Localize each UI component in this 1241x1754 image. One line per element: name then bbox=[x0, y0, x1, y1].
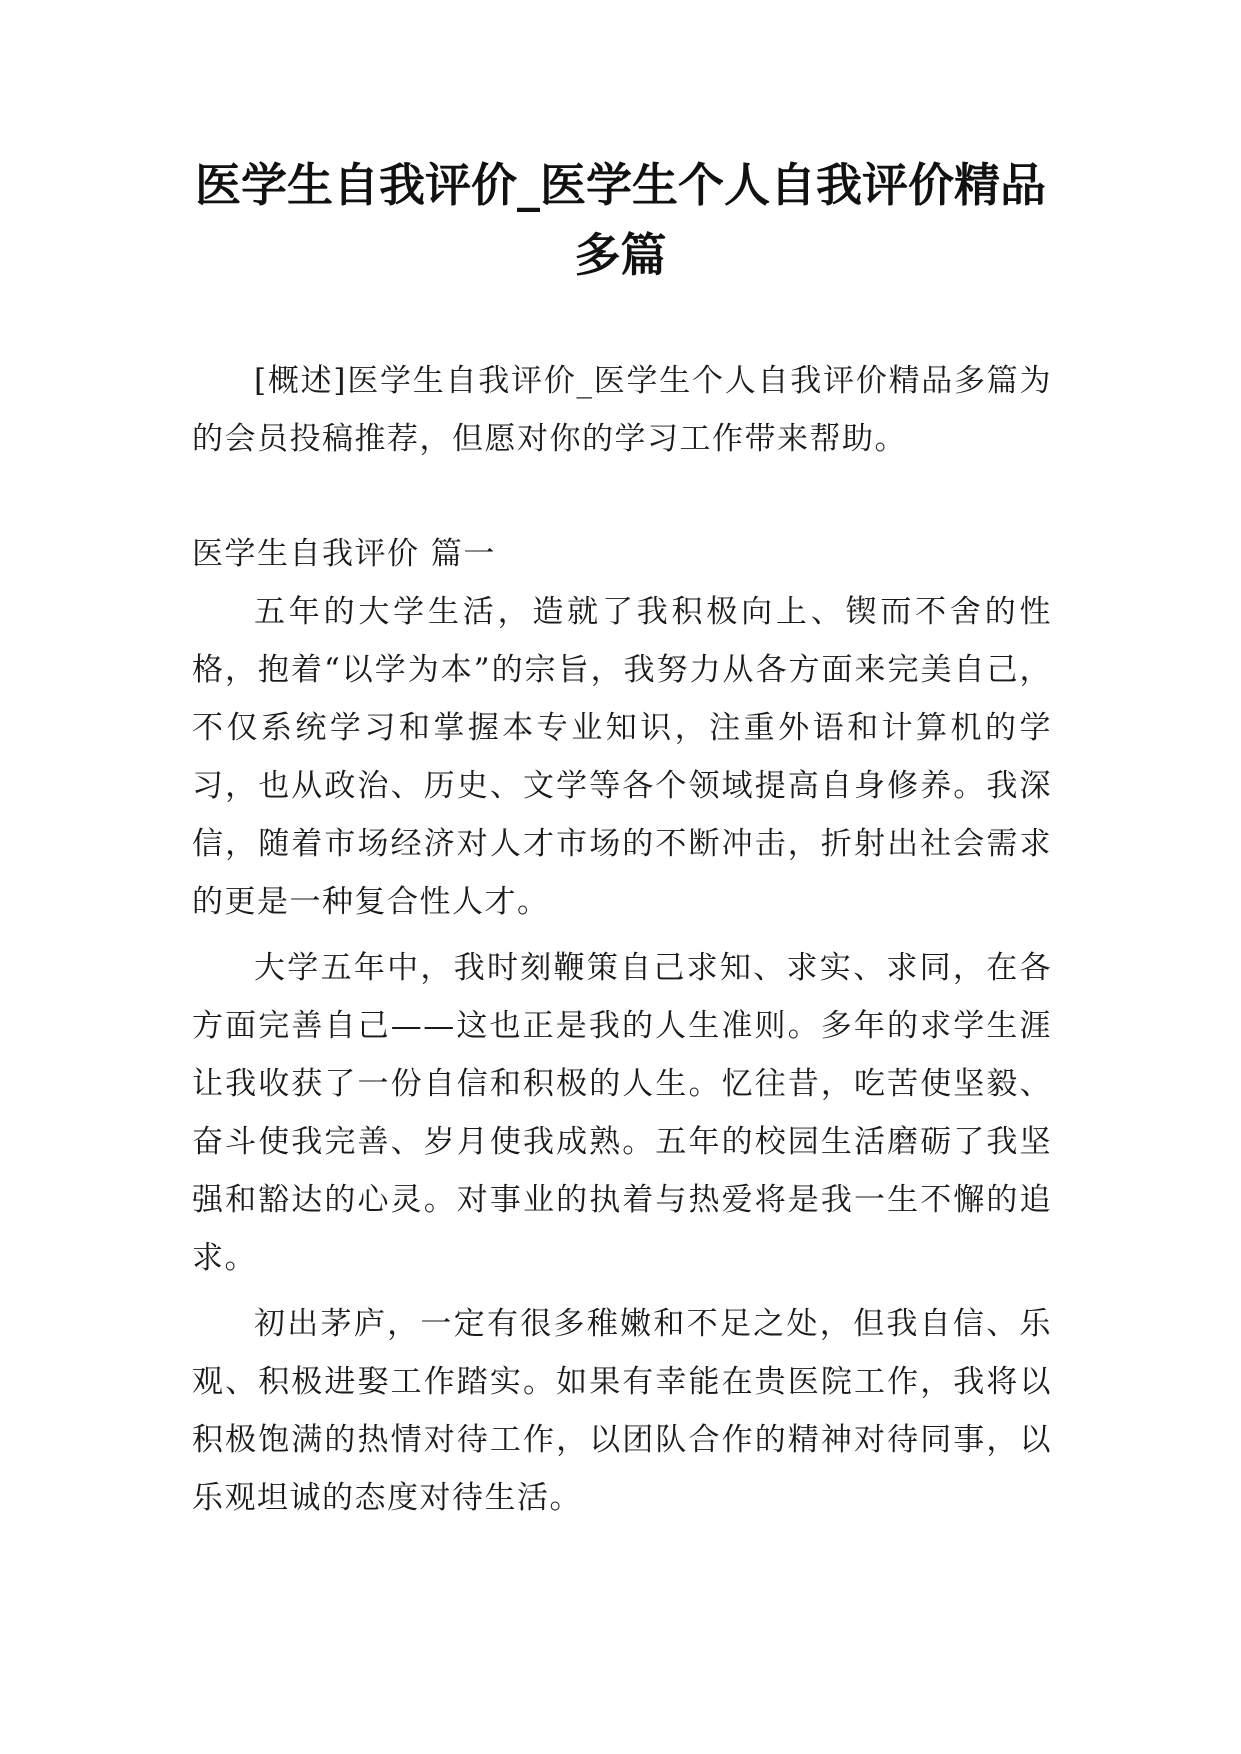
spacer bbox=[192, 931, 1052, 939]
spacer bbox=[192, 1287, 1052, 1295]
spacer bbox=[192, 468, 1052, 525]
document-body bbox=[192, 352, 1052, 1527]
section-heading: 医学生自我评价 篇一 bbox=[192, 536, 496, 572]
title-line-2: 多篇 bbox=[574, 228, 667, 282]
body-paragraph-3: 初出茅庐，一定有很多稚嫩和不足之处，但我自信、乐观、积极进娶工作踏实。如果有幸能在贵医院工作，我将以积极饱满的热情对待工作，以团队合作的精神对待同事，以乐观坦诚的态度对待生活。 bbox=[192, 1306, 1052, 1516]
title-line-1: 医学生自我评价_医学生个人自我评价精品 bbox=[195, 158, 1046, 212]
summary-paragraph: [概述]医学生自我评价_医学生个人自我评价精品多篇为的会员投稿推荐，但愿对你的学习工作带来帮助。 bbox=[192, 363, 1052, 457]
document-title bbox=[160, 150, 1081, 290]
body-paragraph-1: 五年的大学生活，造就了我积极向上、锲而不舍的性格，抱着“以学为本”的宗旨，我努力从各方面来完美自己，不仅系统学习和掌握本专业知识，注重外语和计算机的学习，也从政治、历史、文学等各个领域提高自身修养。我深信，随着市场经济对人才市场的不断冲击，折射出社会需求的更是一种复合性人才。 bbox=[192, 594, 1052, 920]
body-paragraph-2: 大学五年中，我时刻鞭策自己求知、求实、求同，在各方面完善自己——这也正是我的人生准则。多年的求学生涯让我收获了一份自信和积极的人生。忆往昔，吃苦使坚毅、奋斗使我完善、岁月使我成熟。五年的校园生活磨砺了我坚强和豁达的心灵。对事业的执着与热爱将是我一生不懈的追求。 bbox=[192, 950, 1052, 1276]
